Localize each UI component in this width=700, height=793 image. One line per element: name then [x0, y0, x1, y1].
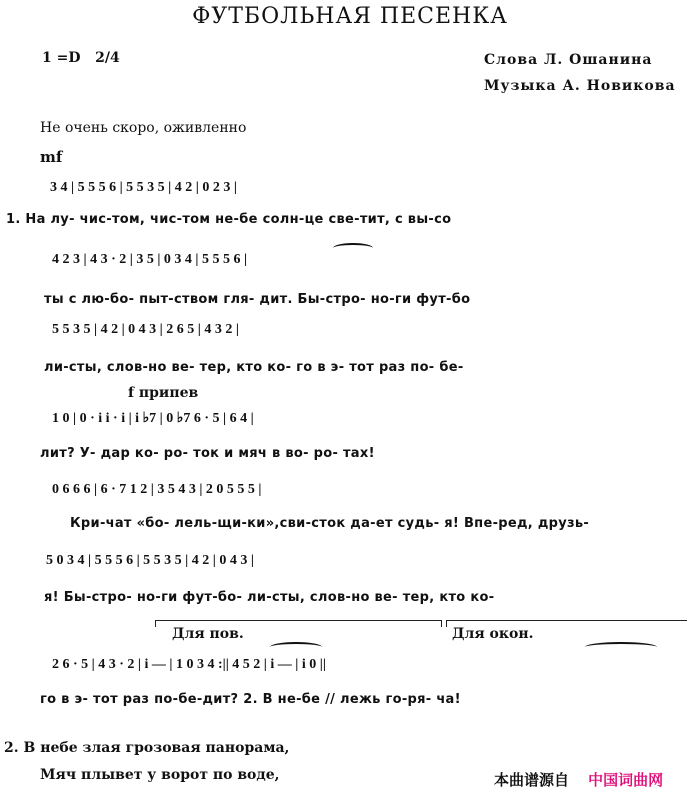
lyrics-row-4: лит? У- дар ко- ро- ток и мяч в во- ро- тах!	[40, 446, 375, 461]
dynamic-marking: mf	[40, 148, 63, 166]
lyrics-row-7: го в э- тот раз по-бе-дит? 2. В не-бе // лежь го-ря- ча!	[40, 692, 461, 707]
music-credit: Музыка А. Новикова	[484, 78, 676, 94]
chorus-marking: f припев	[128, 385, 199, 401]
verse-2-line-2: Мяч плывет у ворот по воде,	[40, 767, 280, 783]
tie-icon	[333, 243, 373, 253]
notes-text: 3 4 | 5 5 5 6 | 5 5 3 5 | 4 2 | 0 2 3 |	[50, 180, 237, 195]
notation-row-5: 0 6 6 6 | 6 · 7 1 2 | 3 5 4 3 | 2 0 5 5 5 |	[52, 482, 262, 497]
source-label: 本曲谱源自	[494, 771, 570, 789]
tie-icon	[585, 642, 657, 652]
lyrics-credit: Слова Л. Ошанина	[484, 52, 653, 68]
volta-2-label: Для окон.	[452, 626, 534, 642]
key-signature	[42, 50, 120, 66]
lyrics-row-2: ты с лю-бо- пыт-ством гля- дит. Бы-стро- но-ги фут-бо	[44, 292, 471, 307]
time-signature: 2/4	[95, 50, 120, 66]
notation-row-1	[50, 180, 237, 196]
key-text: 1 =D	[42, 50, 81, 66]
lyrics-row-1: 1. На лу- чис-том, чис-том не-бе солн-це све-тит, с вы-со	[6, 212, 452, 227]
notation-row-3: 5 5 3 5 | 4 2 | 0 4 3 | 2 6 5 | 4 3 2 |	[52, 322, 239, 337]
tempo-marking: Не очень скоро, оживленно	[40, 120, 247, 136]
verse-2-line-1: 2. В небе злая грозовая панорама,	[4, 740, 290, 756]
song-title: ФУТБОЛЬНАЯ ПЕСЕНКА	[192, 4, 508, 29]
lyrics-row-5: Кри-чат «бо- лель-щи-ки»,сви-сток да-ет судь- я! Впе-ред, друзь-	[70, 516, 590, 531]
lyrics-row-3: ли-сты, слов-но ве- тер, кто ко- го в э- тот раз по- бе-	[44, 360, 464, 375]
notation-row-4: 1 0 | 0 · i i · i | i ♭7 | 0 ♭7 6 · 5 | 6 4 |	[52, 411, 254, 426]
source-site-link[interactable]: 中国词曲网	[588, 771, 664, 789]
notation-row-6: 5 0 3 4 | 5 5 5 6 | 5 5 3 5 | 4 2 | 0 4 3 |	[46, 553, 254, 568]
notation-row-7: 2 6 · 5 | 4 3 · 2 | i — | 1 0 3 4 :|| 4 5 2 | i — | i 0 ||	[52, 657, 326, 672]
volta-1-label: Для пов.	[172, 626, 244, 642]
tie-icon	[270, 642, 322, 652]
lyrics-row-6: я! Бы-стро- но-ги фут-бо- ли-сты, слов-но ве- тер, кто ко-	[44, 590, 495, 605]
source-watermark	[494, 769, 663, 790]
notation-row-2: 4 2 3 | 4 3 · 2 | 3 5 | 0 3 4 | 5 5 5 6 |	[52, 252, 248, 267]
